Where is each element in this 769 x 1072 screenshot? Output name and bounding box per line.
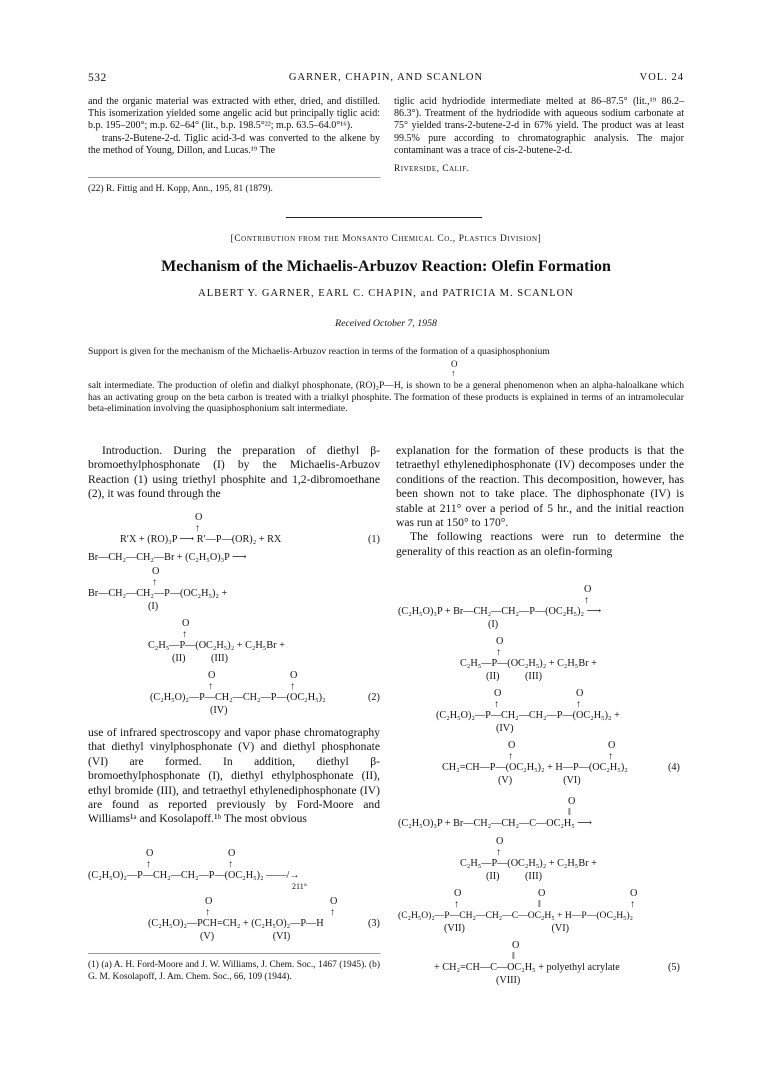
equation-4c: (C₂H₅O)₂—P—CH₂—CH₂—P—(OC₂H₅)₂ + [436, 710, 620, 721]
footnote-1: (1) (a) A. H. Ford-Moore and J. W. Williams, J. Chem. Soc., 1467 (1945). (b) G. M. Kosolapoff, J. Am. Chem. Soc., 66, 109 (1944). [88, 960, 380, 982]
equation-2c: C₂H₅—P—(OC₂H₅)₂ + C₂H₅Br + [148, 640, 285, 651]
eq4c-label: (IV) [496, 723, 514, 734]
eq4-number: (4) [668, 762, 680, 773]
running-head: GARNER, CHAPIN, AND SCANLON [288, 72, 484, 83]
section-rule [286, 217, 482, 218]
right-para2: The following reactions were run to determine the generality of this reaction as an olefin-forming [396, 530, 684, 558]
eq4c-oxygen-1: O ↑ [494, 688, 502, 710]
eq2d-oxygen-2: O ↑ [290, 670, 298, 692]
equation-2d: (C₂H₅O)₂—P—CH₂—CH₂—P—(OC₂H₅)₂ [150, 692, 326, 703]
article-title: Mechanism of the Michaelis-Arbuzov Reaction: Olefin Formation [161, 258, 611, 275]
prev-article-left [88, 96, 380, 157]
abstract-oxygen: O ↑ [451, 359, 458, 378]
eq3-number: (3) [368, 918, 380, 929]
eq1-oxygen: O ↑ [195, 512, 203, 534]
eq5-number: (5) [668, 962, 680, 973]
eq2b-oxygen: O ↑ [152, 566, 160, 588]
equation-3b: (C₂H₅O)₂—PCH=CH₂ + (C₂H₅O)₂—P—H [148, 918, 324, 929]
eq3a-oxygen-1: O ↑ [146, 848, 154, 870]
eq2c-oxygen: O ↑ [182, 618, 190, 640]
eq5b-oxygen: O ↑ [496, 836, 504, 858]
equation-4b: C₂H₅—P—(OC₂H₅)₂ + C₂H₅Br + [460, 658, 597, 669]
eq3b-oxygen-2: O ↑ [330, 896, 338, 918]
eq4a-label: (I) [488, 619, 499, 630]
eq3b-oxygen-1: O ↑ [205, 896, 213, 918]
right-para1: explanation for the formation of these products is that the tetraethyl ethylenediphosphonate (IV) decomposes under the conditions of the reaction. This decomposition, however, has been shown not to take place. The diphosphonate (IV) is stable at 211° over a period of 5 hr., and the initial reaction was run at 150° to 170°. [396, 444, 684, 530]
prev-left-text: and the organic material was extracted with ether, dried, and distilled. This isomerization yielded some angelic acid but principally tiglic acid: b.p. 195–200°; m.p. 62–64° (lit., b.p. 198.5°²²; m.p. 63.5–64.0°¹⁶). [88, 96, 380, 132]
equation-4a: (C₂H₅O)₃P + Br—CH₂—CH₂—P—(OC₂H₅)₂ ⟶ [398, 606, 602, 617]
contribution-line: [Contribution from the Monsanto Chemical Co., Plastics Division] [230, 234, 542, 244]
eq2c-label: (II) (III) [172, 653, 229, 664]
equation-1: R′X + (RO)₃P ⟶ R′—P—(OR)₂ + RX [120, 534, 282, 545]
eq1-number: (1) [368, 534, 380, 545]
equation-3a: (C₂H₅O)₂—P—CH₂—CH₂—P—(OC₂H₅)₂ ——/→ [88, 870, 300, 881]
left-para2 [88, 726, 380, 827]
eq4d-oxygen-2: O ↑ [608, 740, 616, 762]
left-para2-text: use of infrared spectroscopy and vapor phase chromatography that diethyl vinylphosphonate (V) and diethyl phosphonate (VI) are formed. In addition, diethyl β-bromoethylphosphonate (I), diethyl ethylphosphonate (II), ethyl bromide (III), and tetraethyl ethylenediphosphonate (IV) are found as reported previously by Ford-Moore and Williams¹ᵃ and Kosolapoff.¹ᵇ The most obvious [88, 726, 380, 826]
eq5d-label: (VIII) [496, 975, 521, 986]
eq4d-label: (V) (VI) [498, 775, 581, 786]
prev-article-right [394, 96, 684, 175]
equation-2b: Br—CH₂—CH₂—P—(OC₂H₅)₂ + [88, 588, 228, 599]
eq2d-label: (IV) [210, 705, 228, 716]
eq2d-oxygen-1: O ↑ [208, 670, 216, 692]
intro-paragraph [88, 444, 380, 502]
prev-left-para2: trans-2-Butene-2-d. Tiglic acid-3-d was converted to the alkene by the method of Young, Dillon, and Lucas.¹⁹ The [88, 132, 380, 156]
eq2b-label: (I) [148, 601, 159, 612]
eq3a-oxygen-2: O ↑ [228, 848, 236, 870]
eq5d-oxygen: O ‖ [512, 940, 520, 962]
eq5c-oxygen-1: O ↑ [454, 888, 462, 910]
running-header [88, 72, 684, 88]
equation-5c: (C₂H₅O)₂—P—CH₂—CH₂—C—OC₂H₅ + H—P—(OC₂H₅)₂ [398, 910, 634, 921]
volume-label: VOL. 24 [639, 72, 684, 83]
eq4d-oxygen-1: O ↑ [508, 740, 516, 762]
abstract-body: salt intermediate. The production of olefin and dialkyl phosphonate, (RO)₂P—H, is shown to be a general phenomenon when an alpha-haloalkane which has an activating group on the beta carbon is treated with a trialkyl phosphite. The formation of these products is explained in terms of an intramolecular beta-elimination involving the quasiphosphonium salt intermediate. [88, 380, 684, 415]
equation-5a: (C₂H₅O)₃P + Br—CH₂—CH₂—C—OC₂H₅ ⟶ [398, 818, 592, 829]
eq3a-condition: 211° [292, 882, 307, 891]
footnote-22: (22) R. Fittig and H. Kopp, Ann., 195, 81 (1879). [88, 184, 273, 194]
right-body [396, 444, 684, 559]
eq5a-oxygen: O ‖ [568, 796, 576, 818]
eq4a-oxygen: O ↑ [584, 584, 592, 606]
equation-5d: + CH₂=CH—C—OC₂H₅ + polyethyl acrylate [434, 962, 620, 973]
footnote-rule-2 [88, 953, 380, 954]
eq4c-oxygen-2: O ↑ [576, 688, 584, 710]
equation-2a: Br—CH₂—CH₂—Br + (C₂H₅O)₃P ⟶ [88, 552, 247, 563]
received-date: Received October 7, 1958 [335, 318, 437, 329]
eq4b-label: (II) (III) [486, 671, 543, 682]
page-number: 532 [88, 72, 107, 84]
eq5b-label: (II) (III) [486, 871, 543, 882]
eq2-number: (2) [368, 692, 380, 703]
eq5c-oxygen-3: O ↑ [630, 888, 638, 910]
eq5c-oxygen-2: O ‖ [538, 888, 546, 910]
prev-right-text: tiglic acid hydriodide intermediate melted at 86–87.5° (lit.,¹⁹ 86.2–86.3°). Treatment of the hydriodide with aqueous sodium carbonate at 75° yielded trans-2-butene-2-d in 67% yield. The product was at least 99.5% pure according to chromatographic analysis. The major contaminant was a trace of cis-2-butene-2-d. [394, 96, 684, 156]
eq5c-label: (VII) (VI) [444, 923, 570, 934]
location: Riverside, Calif. [394, 164, 470, 175]
authors: ALBERT Y. GARNER, EARL C. CHAPIN, and PATRICIA M. SCANLON [198, 288, 574, 299]
eq3b-label: (V) (VI) [200, 931, 291, 942]
equation-5b: C₂H₅—P—(OC₂H₅)₂ + C₂H₅Br + [460, 858, 597, 869]
footnote-rule [88, 177, 380, 178]
intro-text: Introduction. During the preparation of diethyl β-bromoethylphosphonate (I) by the Michaelis-Arbuzov Reaction (1) using triethyl phosphite and 1,2-dibromoethane (2), it was found through the [88, 444, 380, 501]
abstract-line1: Support is given for the mechanism of the Michaelis-Arbuzov reaction in terms of the formation of a quasiphosphonium [88, 346, 550, 357]
equation-4d: CH₂=CH—P—(OC₂H₅)₂ + H—P—(OC₂H₅)₂ [442, 762, 628, 773]
eq4b-oxygen: O ↑ [496, 636, 504, 658]
